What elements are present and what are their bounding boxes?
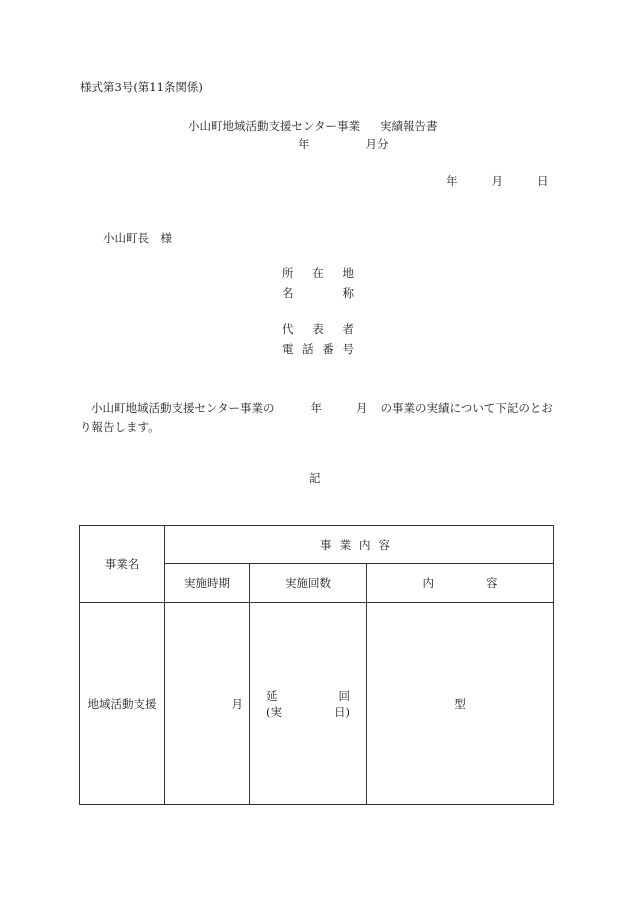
- report-statement: [80, 399, 555, 437]
- phone-label-char: 号: [342, 342, 354, 356]
- project-name-cell: 地域活動支援: [80, 603, 165, 805]
- business-content-header: 事業内容: [165, 526, 554, 564]
- implementation-count-header: 実施回数: [250, 564, 367, 603]
- address-label-char: 所: [282, 266, 294, 280]
- period-year: 年: [298, 137, 310, 151]
- representative-label-char: 表: [312, 322, 324, 336]
- address-label-char: 地: [342, 266, 354, 280]
- table-row: [80, 603, 554, 805]
- representative-label-char: 者: [342, 322, 354, 336]
- name-label-char: 称: [342, 286, 354, 300]
- ki-heading: 記: [309, 471, 321, 485]
- count-actual-label: (実: [266, 704, 282, 719]
- count-cell: [250, 603, 367, 805]
- content-header-char: 内: [422, 576, 434, 591]
- content-header-char: 容: [486, 576, 498, 591]
- phone-label: [282, 344, 354, 356]
- statement-part2: の事業の実績について下記のとおり報告します。: [80, 401, 553, 434]
- date-year: 年: [446, 174, 458, 188]
- statement-part1: 小山町地域活動支援センター事業の: [91, 401, 275, 415]
- project-name-header: 事業名: [80, 526, 165, 603]
- period-month: 月分: [365, 137, 389, 151]
- phone-label-char: 電: [282, 342, 294, 356]
- date-month: 月: [491, 174, 503, 188]
- representative-label: [282, 324, 354, 336]
- count-days-label: 日): [334, 704, 350, 719]
- representative-label-char: 代: [282, 322, 294, 336]
- title-suffix: 実績報告書: [380, 119, 438, 133]
- date-day: 日: [537, 174, 549, 188]
- type-cell: 型: [367, 603, 554, 805]
- report-period: [298, 139, 389, 151]
- address-label: [282, 268, 354, 280]
- phone-label-char: 話: [302, 342, 314, 356]
- statement-year: 年: [310, 401, 323, 415]
- count-total-label: 延: [266, 688, 278, 703]
- table-header-row: [80, 526, 554, 564]
- phone-label-char: 番: [322, 342, 334, 356]
- month-cell: 月: [165, 603, 250, 805]
- form-number: 様式第3号(第11条関係): [80, 80, 203, 94]
- content-header: [367, 564, 554, 603]
- name-label-char: 名: [282, 286, 294, 300]
- implementation-period-header: 実施時期: [165, 564, 250, 603]
- title-main: 小山町地域活動支援センター事業: [188, 119, 361, 133]
- report-date: [446, 176, 549, 188]
- name-label: [282, 288, 354, 300]
- address-label-char: 在: [312, 266, 324, 280]
- statement-month: 月: [356, 401, 368, 415]
- addressee: 小山町長 様: [103, 231, 172, 245]
- report-table: [79, 525, 554, 805]
- count-times-label: 回: [338, 688, 350, 703]
- document-title: [188, 121, 438, 133]
